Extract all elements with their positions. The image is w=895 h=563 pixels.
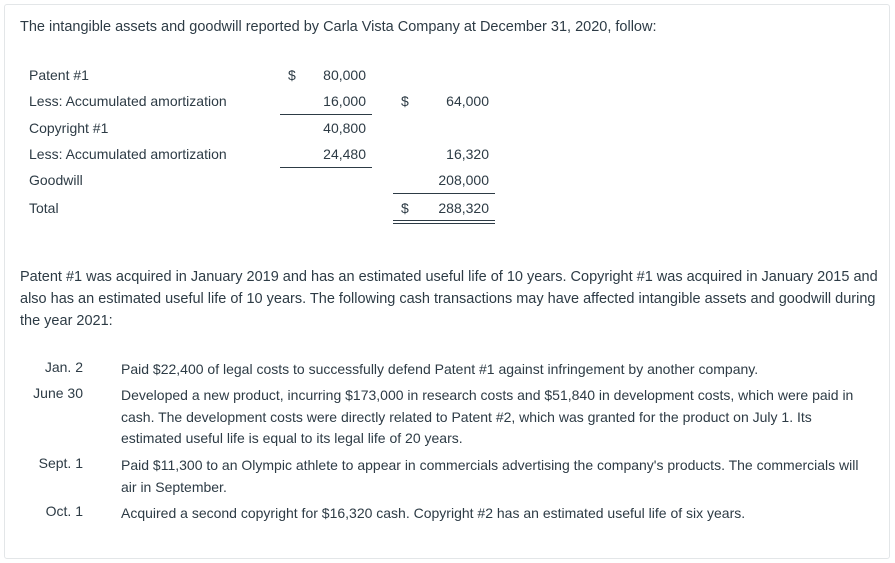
col2-amount: 288,320 bbox=[438, 200, 489, 216]
table-row bbox=[0, 63, 895, 87]
underline bbox=[393, 193, 495, 194]
transaction-text: Paid $11,300 to an Olympic athlete to appear in commercials advertising the company's products. The commercials will air in September. bbox=[121, 457, 859, 495]
problem-paragraph: Patent #1 was acquired in January 2019 and has an estimated useful life of 10 years. Copyright #1 was acquired in January 2015 and also has an estimated useful life of 10 years. The following cash transactions may have affected intangible assets and goodwill during the year 2021: bbox=[20, 269, 878, 329]
double-underline bbox=[393, 220, 495, 224]
table-row bbox=[0, 168, 895, 192]
transaction-text: Developed a new product, incurring $173,000 in research costs and $51,840 in development costs, which were paid in cash. The development costs were directly related to Patent #2, which was granted for the product on July 1. Its estimated useful life is equal to its legal life of 20 years. bbox=[121, 387, 854, 446]
row-label: Goodwill bbox=[29, 172, 83, 188]
col2-amount: 16,320 bbox=[446, 146, 489, 162]
table-row bbox=[0, 89, 895, 113]
col1-amount: 80,000 bbox=[323, 67, 366, 83]
table-row bbox=[0, 196, 895, 220]
underline bbox=[280, 114, 372, 115]
col1-amount: 16,000 bbox=[323, 93, 366, 109]
intro-text: The intangible assets and goodwill reported by Carla Vista Company at December 31, 2020, follow: bbox=[20, 19, 657, 35]
row-label: Total bbox=[29, 200, 59, 216]
transaction-date: Sept. 1 bbox=[38, 455, 83, 471]
col2-amount: 208,000 bbox=[438, 172, 489, 188]
transaction-text: Paid $22,400 of legal costs to successfully defend Patent #1 against infringement by another company. bbox=[121, 361, 759, 377]
row-label: Less: Accumulated amortization bbox=[29, 93, 227, 109]
dollar-sign: $ bbox=[401, 93, 409, 109]
dollar-sign: $ bbox=[401, 200, 409, 216]
col2-amount: 64,000 bbox=[446, 93, 489, 109]
row-label: Patent #1 bbox=[29, 67, 89, 83]
transaction-text: Acquired a second copyright for $16,320 cash. Copyright #2 has an estimated useful life of six years. bbox=[121, 505, 746, 521]
row-label: Less: Accumulated amortization bbox=[29, 146, 227, 162]
row-label: Copyright #1 bbox=[29, 120, 109, 136]
table-row bbox=[0, 142, 895, 166]
transaction-date: June 30 bbox=[33, 385, 83, 401]
transaction-date: Jan. 2 bbox=[44, 359, 83, 375]
transaction-date: Oct. 1 bbox=[45, 503, 83, 519]
col1-amount: 40,800 bbox=[323, 120, 366, 136]
dollar-sign: $ bbox=[288, 67, 296, 83]
col1-amount: 24,480 bbox=[323, 146, 366, 162]
table-row bbox=[0, 116, 895, 140]
